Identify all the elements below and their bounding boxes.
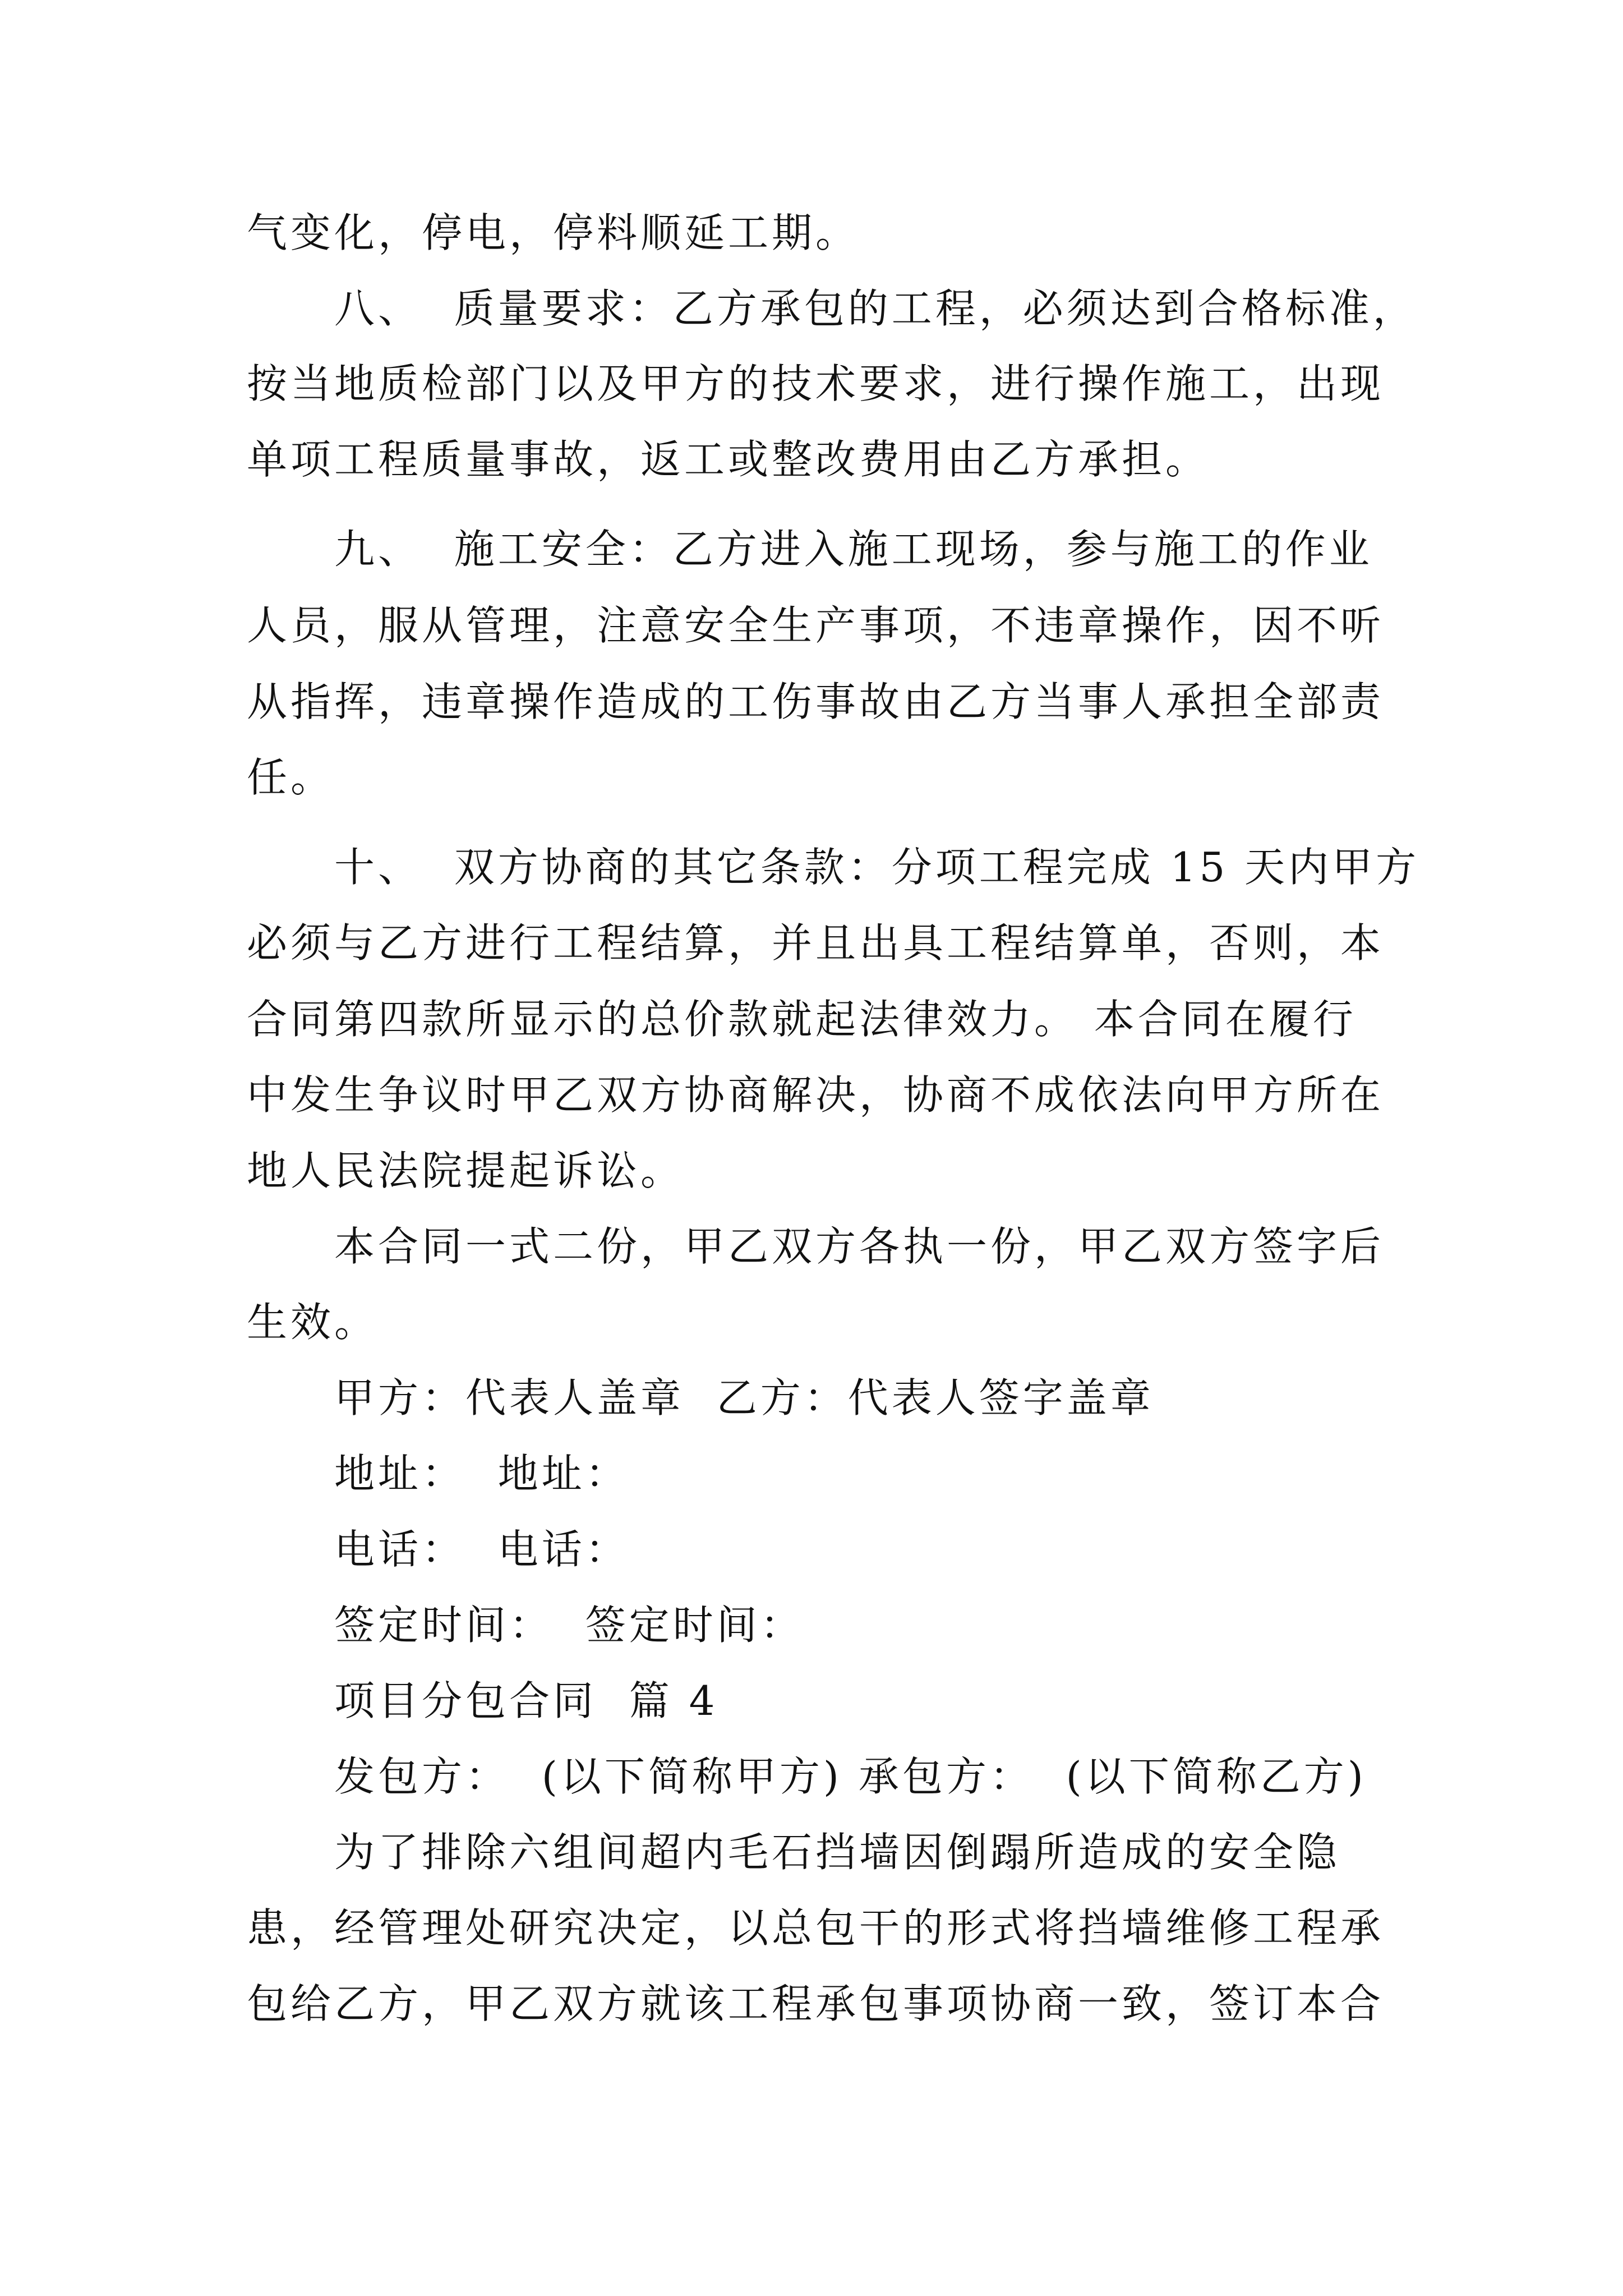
text-line: 包给乙方，甲乙双方就该工程承包事项协商一致，签订本合 xyxy=(247,1980,1385,2027)
text-line: 从指挥，违章操作造成的工伤事故由乙方当事人承担全部责 xyxy=(247,678,1385,725)
text-line: 中发生争议时甲乙双方协商解决，协商不成依法向甲方所在 xyxy=(247,1071,1385,1119)
parties-line: 发包方： (以下简称甲方) 承包方： (以下简称乙方) xyxy=(334,1753,1367,1800)
text-line: 患，经管理处研究决定，以总包干的形式将挡墙维修工程承 xyxy=(247,1904,1385,1952)
text-line: 任。 xyxy=(247,754,335,801)
text-line: 按当地质检部门以及甲方的技术要求，进行操作施工，出现 xyxy=(247,360,1385,407)
text-line: 单项工程质量事故，返工或整改费用由乙方承担。 xyxy=(247,436,1210,483)
clause-8-heading-line: 八、 质量要求：乙方承包的工程，必须达到合格标准， xyxy=(334,285,1417,332)
copies-clause-line: 本合同一式二份，甲乙双方各执一份，甲乙双方签字后 xyxy=(334,1223,1385,1270)
text-line: 生效。 xyxy=(247,1299,379,1346)
address-line: 地址： 地址： xyxy=(334,1450,629,1497)
text-line: 必须与乙方进行工程结算，并且出具工程结算单，否则，本 xyxy=(247,919,1385,967)
text-line: 人员，服从管理，注意安全生产事项，不违章操作，因不听 xyxy=(247,602,1385,649)
text-line: 地人民法院提起诉讼。 xyxy=(247,1147,685,1194)
clause-10-heading-line: 十、 双方协商的其它条款：分项工程完成 15 天内甲方 xyxy=(334,844,1420,891)
section-title: 项目分包合同 篇 4 xyxy=(334,1677,718,1724)
text-line: 合同第四款所显示的总价款就起法律效力。 本合同在履行 xyxy=(247,996,1357,1043)
text-line: 为了排除六组间超内毛石挡墙因倒蹋所造成的安全隐 xyxy=(334,1829,1341,1876)
signature-party-line: 甲方：代表人盖章 乙方：代表人签字盖章 xyxy=(334,1374,1154,1421)
phone-line: 电话： 电话： xyxy=(334,1526,629,1573)
sign-date-line: 签定时间： 签定时间： xyxy=(334,1602,804,1649)
clause-9-heading-line: 九、 施工安全：乙方进入施工现场，参与施工的作业 xyxy=(334,526,1373,573)
text-line: 气变化，停电，停料顺延工期。 xyxy=(247,209,860,256)
